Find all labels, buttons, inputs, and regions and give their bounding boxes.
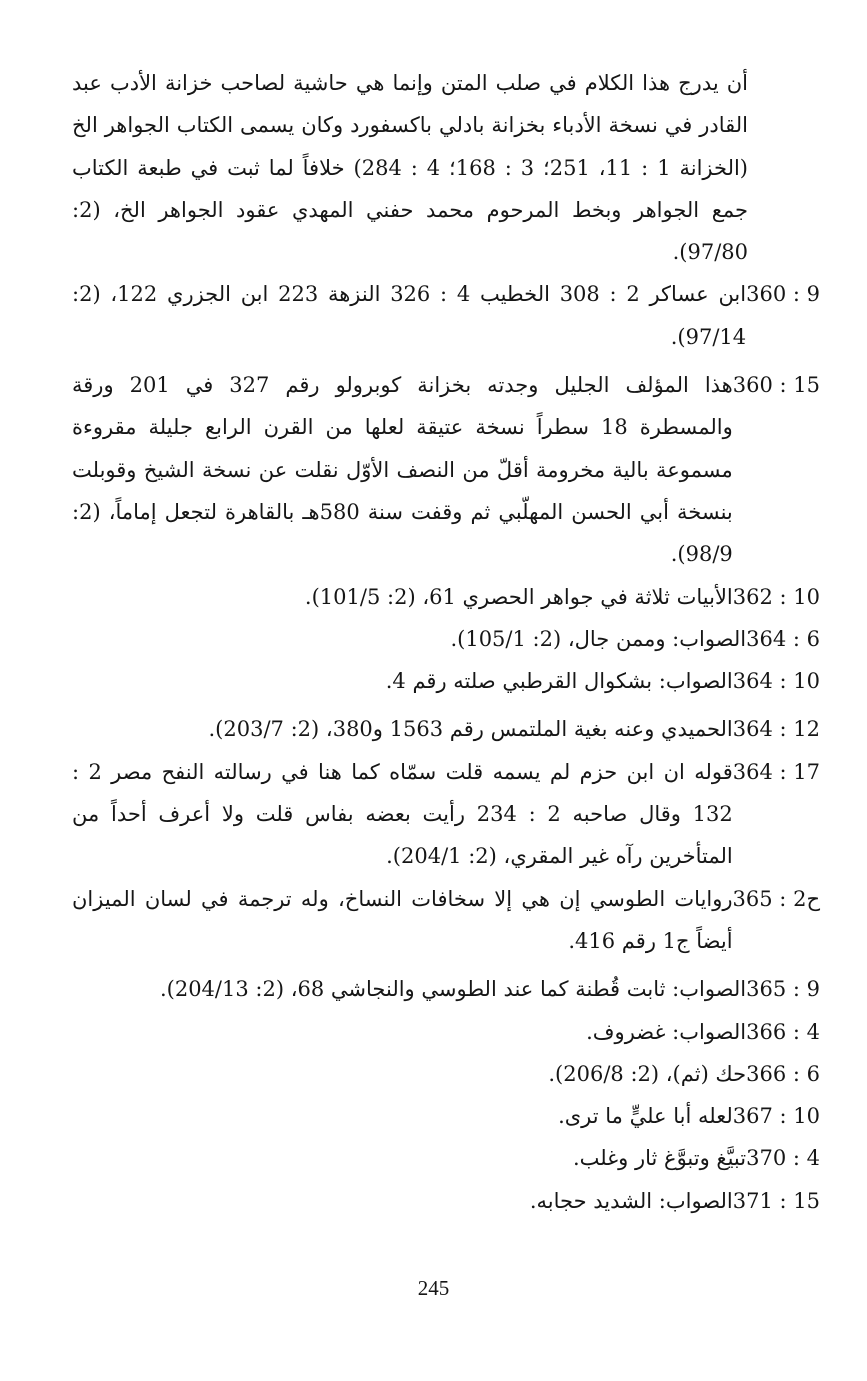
note-reference: 360 : 9 <box>746 282 820 307</box>
note-text: تبيَّغ وتبوَّغ ثار وغلب. <box>572 1146 747 1171</box>
note-reference: 364 : 17 <box>732 759 820 784</box>
note-entry <box>72 1011 820 1053</box>
note-entry <box>72 1053 820 1095</box>
note-entry <box>72 576 820 618</box>
note-reference: 366 : 6 <box>746 1061 820 1086</box>
note-reference: 365 : 9 <box>746 977 820 1002</box>
note-reference: 365 : ح2 <box>732 886 820 911</box>
note-text: الصواب: بشكوال القرطبي صلته رقم 4. <box>385 669 733 694</box>
page-number: 245 <box>417 1276 450 1300</box>
note-text: الصواب: الشديد حجابه. <box>529 1188 733 1213</box>
note-reference: 367 : 10 <box>732 1104 820 1129</box>
note-entry <box>72 660 820 702</box>
note-reference: 362 : 10 <box>732 584 820 609</box>
note-text: روايات الطوسي إن هي إلا سخافات النساخ، وله ترجمة في لسان الميزان أيضاً ج1 رقم 416. <box>72 886 733 953</box>
continued-note <box>72 62 820 273</box>
note-text: الصواب: وممن جال، (2: 105/1). <box>450 626 747 651</box>
note-entry <box>72 751 820 878</box>
note-entry <box>72 878 820 963</box>
note-entry <box>72 1095 820 1137</box>
note-entry <box>72 708 820 750</box>
note-reference: 371 : 15 <box>732 1188 820 1213</box>
note-reference: 370 : 4 <box>746 1146 820 1171</box>
note-reference: 360 : 15 <box>732 373 820 398</box>
note-entry <box>72 618 820 660</box>
note-text: حك (ثم)، (2: 206/8). <box>548 1061 747 1086</box>
note-text: الصواب: ثابت قُطنة كما عند الطوسي والنجاشي 68، (2: 204/13). <box>159 977 747 1002</box>
note-text: الأبيات ثلاثة في جواهر الحصري 61، (2: 101/5). <box>304 584 733 609</box>
note-entry <box>72 968 820 1010</box>
note-reference: 364 : 12 <box>732 717 820 742</box>
note-text: قوله ان ابن حزم لم يسمه قلت سمّاه كما هنا في رسالته النفح مصر 2 : 132 وقال صاحبه 2 : 234 رأيت بعضه بفاس قلت ولا أعرف أحداً من المتأخرين رآه غير المقري، (2: 204/1). <box>72 759 733 869</box>
note-text: الصواب: غضروف. <box>586 1019 747 1044</box>
note-reference: 364 : 10 <box>732 669 820 694</box>
note-text: هذا المؤلف الجليل وجدته بخزانة كوبرولو رقم 327 في 201 ورقة والمسطرة 18 سطراً نسخة عتيقة لعلها من القرن الرابع جليلة مقروءة مسموعة بالية مخرومة أقلّ من النصف الأوّل نقلت عن نسخة الشيخ وقوبلت بنسخة أبي الحسن المهلّبي ثم وقفت سنة 580هـ بالقاهرة لتجعل إماماً، (2: 98/9). <box>72 373 733 567</box>
note-text: لعله أبا عليٍّ ما ترى. <box>558 1104 733 1129</box>
note-reference: 364 : 6 <box>746 626 820 651</box>
notes-list <box>72 62 820 1222</box>
note-entry <box>72 1137 820 1179</box>
note-entry <box>72 364 820 575</box>
note-entry <box>72 273 820 358</box>
note-text: أن يدرج هذا الكلام في صلب المتن وإنما هي حاشية لصاحب خزانة الأدب عبد القادر في نسخة الأدباء بخزانة بادلي باكسفورد وكان يسمى الكتاب الجواهر الخ (الخزانة 1 : 11، 251؛ 3 : 168؛ 4 : 284) خلافاً لما ثبت في طبعة الكتاب جمع الجواهر وبخط المرحوم محمد حفني المهدي عقود الجواهر الخ، (2: 97/80). <box>72 71 748 265</box>
note-text: الحميدي وعنه بغية الملتمس رقم 1563 و380، (2: 203/7). <box>208 717 733 742</box>
note-reference: 366 : 4 <box>746 1019 820 1044</box>
note-text: ابن عساكر 2 : 308 الخطيب 4 : 326 النزهة 223 ابن الجزري 122، (2: 97/14). <box>72 282 747 349</box>
note-entry <box>72 1180 820 1222</box>
